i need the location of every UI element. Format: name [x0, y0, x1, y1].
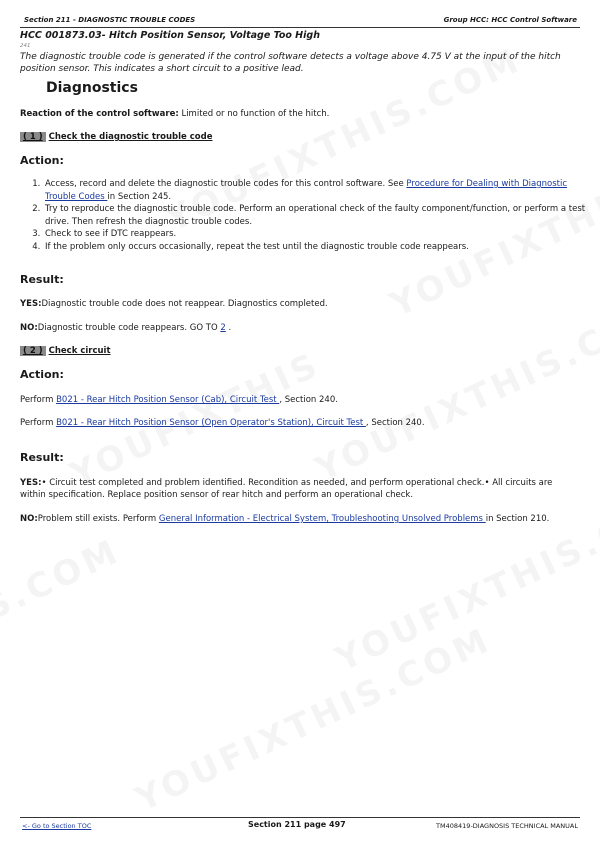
header-section: Section 211 - DIAGNOSTIC TROUBLE CODES	[24, 16, 196, 24]
watermark	[310, 290, 600, 490]
page-title: HCC 001873.03- Hitch Position Sensor, Voltage Too High	[20, 30, 320, 41]
reaction-text: Limited or no function of the hitch.	[178, 109, 330, 119]
reaction-label: Reaction of the control software:	[20, 109, 179, 119]
list-item: 4. If the problem only occurs occasionally, repeat the test until the diagnostic trouble code reappears.	[43, 241, 599, 254]
footer-divider	[20, 817, 580, 818]
list-item: 1. Access, record and delete the diagnostic trouble codes for this control software. See Procedure for Dealing with Diagnostic Trouble Codes in Section 245.	[43, 178, 599, 203]
troubleshooting-link[interactable]: General Information - Electrical System, Troubleshooting Unsolved Problems	[158, 514, 486, 524]
step-number: ( 2 )	[20, 346, 46, 356]
header-group: Group HCC: HCC Control Software	[443, 16, 577, 24]
watermark	[0, 531, 127, 629]
list-item: 2. Try to reproduce the diagnostic trouble code. Perform an operational check of the faulty component/function, or perform a test drive. Then refresh the diagnostic trouble codes.	[43, 203, 599, 228]
reaction-line	[20, 108, 329, 120]
watermark	[130, 620, 498, 820]
header-divider	[20, 27, 580, 28]
action-heading: Action:	[20, 154, 64, 167]
result-yes: YES:• Circuit test completed and problem identified. Recondition as needed, and perform operational check.• All circuits are within specification. Replace position sensor of rear hitch and perform an operational check.	[20, 478, 553, 500]
manual-id: TM408419-DIAGNOSIS TECHNICAL MANUAL	[436, 822, 578, 830]
step-number: ( 1 )	[20, 132, 46, 142]
step-label: Check the diagnostic trouble code	[48, 132, 213, 142]
action-list	[20, 178, 599, 253]
result-no: NO:Problem still exists. Perform General Information - Electrical System, Troubleshooting Unsolved Problems in Section 210.	[20, 514, 550, 524]
list-item: 3. Check to see if DTC reappears.	[43, 228, 599, 241]
result-yes: YES:Diagnostic trouble code does not reappear. Diagnostics completed.	[20, 299, 328, 309]
intro-paragraph: The diagnostic trouble code is generated if the control software detects a voltage above 4.75 V at the input of the hitch position sensor. This indicates a short circuit to a positive lead.	[20, 52, 561, 74]
result-heading: Result:	[20, 273, 64, 286]
section-toc-link[interactable]: <- Go to Section TOC	[22, 822, 92, 830]
step-1-heading	[20, 132, 213, 142]
result-heading: Result:	[20, 451, 64, 464]
perform-oos-test: Perform B021 - Rear Hitch Position Sensor (Open Operator's Station), Circuit Test , Section 240.	[20, 418, 425, 428]
result-no: NO:Diagnostic trouble code reappears. GO TO 2 .	[20, 323, 232, 333]
step-label: Check circuit	[48, 346, 111, 356]
cab-circuit-test-link[interactable]: B021 - Rear Hitch Position Sensor (Cab), Circuit Test	[56, 395, 280, 405]
diagnostics-heading: Diagnostics	[46, 80, 138, 96]
perform-cab-test: Perform B021 - Rear Hitch Position Sensor (Cab), Circuit Test , Section 240.	[20, 395, 338, 405]
code-number: 241	[20, 43, 31, 49]
step-2-heading	[20, 346, 111, 356]
action-heading: Action:	[20, 368, 64, 381]
goto-step-2-link[interactable]: 2	[220, 323, 226, 333]
watermark	[330, 480, 600, 680]
oos-circuit-test-link[interactable]: B021 - Rear Hitch Position Sensor (Open Operator's Station), Circuit Test	[56, 418, 366, 428]
procedure-link[interactable]: Procedure for Dealing with Diagnostic Trouble Codes	[45, 179, 568, 202]
page-number: Section 211 page 497	[248, 820, 346, 829]
